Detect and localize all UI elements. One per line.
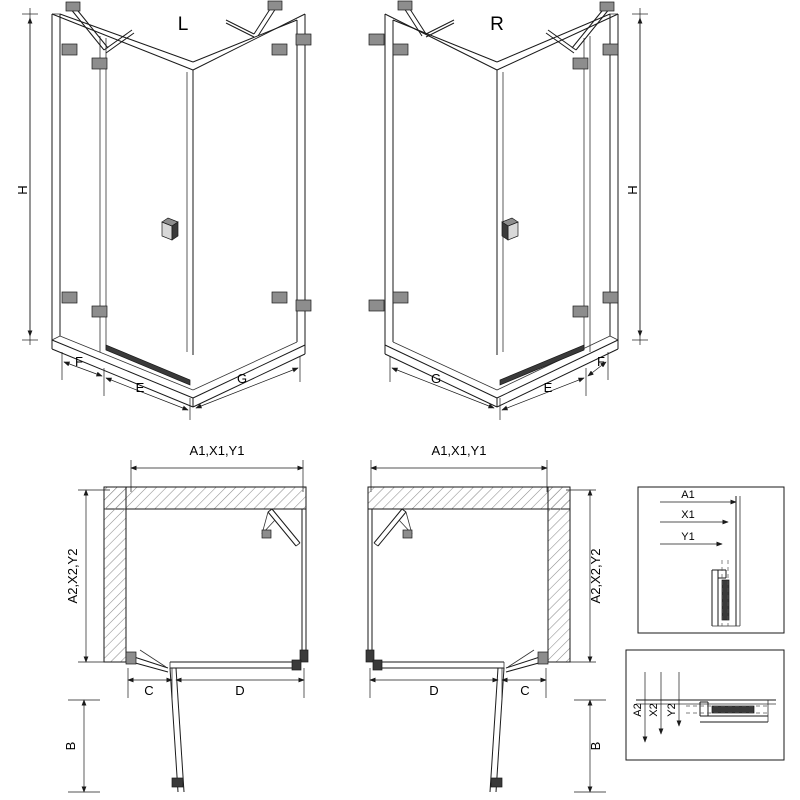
iso-right-dim-g: G — [430, 371, 442, 386]
iso-left-view-label: L — [177, 14, 189, 35]
iso-left-dim-f: F — [75, 354, 83, 369]
plan-left-dim-c: C — [144, 683, 154, 698]
iso-view-right — [369, 1, 648, 420]
detail-bottom-label-y2: Y2 — [666, 703, 678, 717]
plan-right-dim-d: D — [429, 683, 439, 698]
detail-view-bottom — [626, 650, 784, 760]
plan-right-dim-c: C — [520, 683, 530, 698]
plan-right-side-dim: A2,X2,Y2 — [588, 548, 603, 604]
plan-left-dim-b: B — [63, 741, 78, 751]
plan-right-top-dim: A1,X1,Y1 — [431, 443, 487, 458]
detail-top-label-x1: X1 — [681, 509, 695, 521]
plan-view-right — [366, 443, 606, 792]
plan-left-dim-d: D — [235, 683, 245, 698]
iso-right-height-label: H — [625, 185, 640, 195]
iso-right-view-label: R — [490, 14, 504, 35]
detail-top-label-y1: Y1 — [681, 531, 695, 543]
detail-view-top — [638, 487, 784, 633]
plan-view-left — [63, 443, 308, 792]
iso-left-dim-e: E — [135, 380, 145, 395]
iso-left-dim-g: G — [236, 371, 248, 386]
detail-bottom-label-x2: X2 — [648, 703, 660, 717]
iso-left-height-label: H — [15, 185, 30, 195]
detail-bottom-label-a2: A2 — [632, 703, 644, 717]
plan-left-top-dim: A1,X1,Y1 — [189, 443, 245, 458]
iso-view-left — [15, 1, 311, 420]
plan-left-side-dim: A2,X2,Y2 — [65, 548, 80, 604]
iso-right-dim-e: E — [543, 380, 553, 395]
iso-right-dim-f: F — [597, 354, 605, 369]
plan-right-dim-b: B — [588, 741, 603, 751]
detail-top-label-a1: A1 — [681, 489, 695, 501]
